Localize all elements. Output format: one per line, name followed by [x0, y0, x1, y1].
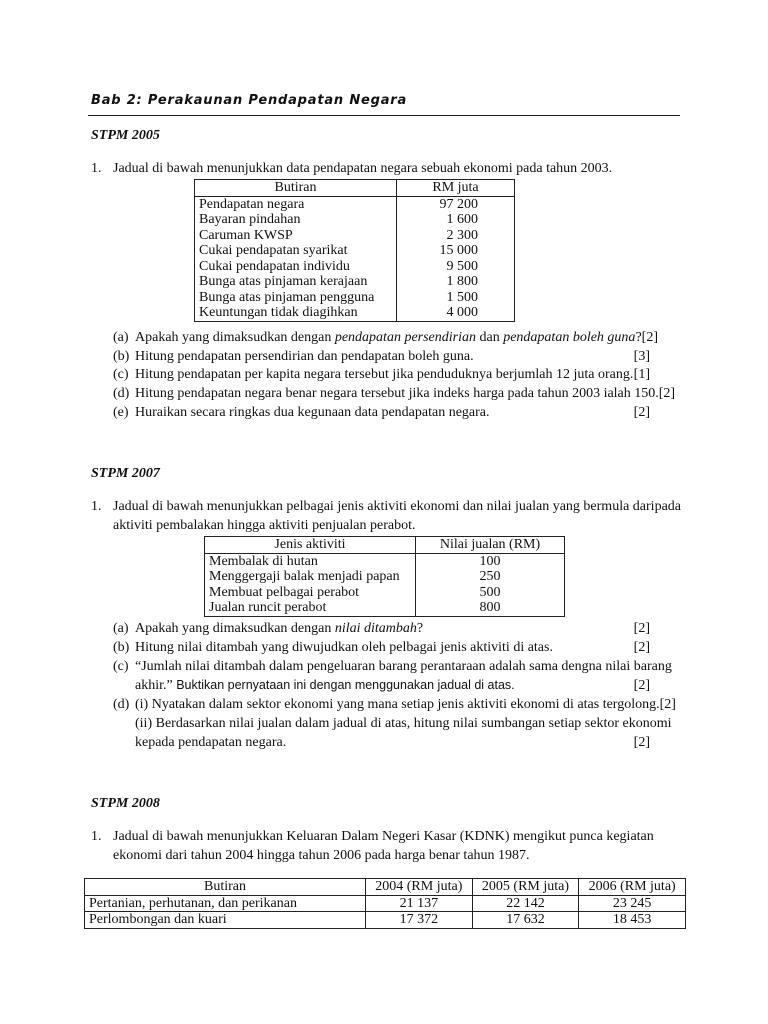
table-row	[195, 259, 515, 275]
table-row	[85, 895, 686, 912]
question-part-d-ii-cont: kepada pendapatan negara. [2]	[135, 735, 650, 750]
question-part-e: (e) Huraikan secara ringkas dua kegunaan data pendapatan negara. [2]	[113, 405, 650, 420]
row-value: 17 372	[366, 912, 473, 929]
question-part-b: (b) Hitung nilai ditambah yang diwujudkan oleh pelbagai jenis aktiviti di atas. [2]	[113, 640, 650, 655]
table-row	[205, 585, 565, 601]
question-intro-line-2: ekonomi dari tahun 2004 hingga tahun 2006 pada harga benar tahun 1987.	[113, 848, 530, 863]
row-value: 250	[416, 569, 565, 585]
row-label: Bunga atas pinjaman kerajaan	[195, 274, 397, 290]
question-part-d-ii: (ii) Berdasarkan nilai jualan dalam jadual di atas, hitung nilai sumbangan setiap sektor ekonomi	[135, 716, 672, 731]
section-heading-2008: STPM 2008	[91, 796, 160, 811]
gdp-table	[84, 878, 686, 929]
question-intro-line-1: Jadual di bawah menunjukkan Keluaran Dalam Negeri Kasar (KDNK) mengikut punca kegiatan	[113, 829, 654, 844]
table-header: Butiran	[195, 180, 397, 197]
row-value: 22 142	[472, 895, 579, 912]
question-intro-line-2: aktiviti pembalakan hingga aktiviti penjualan perabot.	[113, 518, 416, 533]
row-value: 1 800	[397, 274, 515, 290]
mark-allocation: [2]	[633, 678, 650, 693]
table-header: 2005 (RM juta)	[472, 879, 579, 896]
mark-allocation: [3]	[633, 349, 650, 364]
section-heading-2007: STPM 2007	[91, 466, 160, 481]
table-row	[195, 196, 515, 212]
question-intro-line-1: Jadual di bawah menunjukkan pelbagai jenis aktiviti ekonomi dan nilai jualan yang bermula daripada	[113, 499, 681, 514]
question-part-a: (a) Apakah yang dimaksudkan dengan pendapatan persendirian dan pendapatan boleh guna?[2]	[113, 330, 658, 345]
row-label: Jualan runcit perabot	[205, 600, 416, 616]
header-rule	[88, 115, 680, 116]
mark-allocation: [2]	[633, 735, 650, 750]
table-header: Nilai jualan (RM)	[416, 537, 565, 554]
chapter-title: Bab 2: Perakaunan Pendapatan Negara	[91, 93, 408, 108]
row-label: Cukai pendapatan syarikat	[195, 243, 397, 259]
question-part-c: (c) Hitung pendapatan per kapita negara tersebut jika penduduknya berjumlah 12 juta orang. [1]	[113, 367, 650, 382]
question-number: 1.	[91, 161, 102, 176]
question-number: 1.	[91, 499, 102, 514]
table-row	[195, 243, 515, 259]
row-value: 23 245	[579, 895, 686, 912]
row-value: 97 200	[397, 196, 515, 212]
table-row	[195, 212, 515, 228]
table-row	[195, 305, 515, 321]
row-value: 2 300	[397, 228, 515, 244]
row-label: Keuntungan tidak diagihkan	[195, 305, 397, 321]
table-header: Jenis aktiviti	[205, 537, 416, 554]
table-header: RM juta	[397, 180, 515, 197]
question-part-d: (d) Hitung pendapatan negara benar negara tersebut jika indeks harga pada tahun 2003 ialah 150.[2]	[113, 386, 676, 401]
question-part-c-cont: akhir.” Buktikan pernyataan ini dengan menggunakan jadual di atas. [2]	[135, 678, 650, 693]
mark-allocation: [2]	[633, 621, 650, 636]
table-row	[205, 553, 565, 569]
question-number: 1.	[91, 829, 102, 844]
row-value: 17 632	[472, 912, 579, 929]
section-heading-2005: STPM 2005	[91, 128, 160, 143]
question-part-d: (d) (i) Nyatakan dalam sektor ekonomi yang mana setiap jenis aktiviti ekonomi di atas tergolong.[2]	[113, 697, 676, 712]
row-label: Menggergaji balak menjadi papan	[205, 569, 416, 585]
table-row	[195, 228, 515, 244]
row-label: Perlombongan dan kuari	[85, 912, 366, 929]
question-intro: Jadual di bawah menunjukkan data pendapatan negara sebuah ekonomi pada tahun 2003.	[113, 161, 613, 176]
row-label: Bunga atas pinjaman pengguna	[195, 290, 397, 306]
table-row	[195, 290, 515, 306]
table-header: 2004 (RM juta)	[366, 879, 473, 896]
question-part-a: (a) Apakah yang dimaksudkan dengan nilai ditambah? [2]	[113, 621, 650, 636]
row-label: Pertanian, perhutanan, dan perikanan	[85, 895, 366, 912]
row-value: 100	[416, 553, 565, 569]
table-row	[195, 274, 515, 290]
mark-allocation: [2]	[633, 405, 650, 420]
row-value: 15 000	[397, 243, 515, 259]
row-label: Pendapatan negara	[195, 196, 397, 212]
row-label: Cukai pendapatan individu	[195, 259, 397, 275]
value-added-table	[204, 536, 565, 617]
table-header: 2006 (RM juta)	[579, 879, 686, 896]
row-label: Membuat pelbagai perabot	[205, 585, 416, 601]
table-row	[85, 912, 686, 929]
row-value: 21 137	[366, 895, 473, 912]
question-part-c: (c) “Jumlah nilai ditambah dalam pengeluaran barang perantaraan adalah sama dengna nilai barang	[113, 659, 672, 674]
income-data-table	[194, 179, 515, 322]
mark-allocation: [1]	[633, 367, 650, 382]
row-value: 1 500	[397, 290, 515, 306]
row-value: 1 600	[397, 212, 515, 228]
question-part-b: (b) Hitung pendapatan persendirian dan pendapatan boleh guna. [3]	[113, 349, 650, 364]
row-value: 500	[416, 585, 565, 601]
row-value: 18 453	[579, 912, 686, 929]
row-value: 800	[416, 600, 565, 616]
row-label: Bayaran pindahan	[195, 212, 397, 228]
table-header: Butiran	[85, 879, 366, 896]
row-value: 9 500	[397, 259, 515, 275]
row-label: Membalak di hutan	[205, 553, 416, 569]
table-row	[205, 569, 565, 585]
mark-allocation: [2]	[633, 640, 650, 655]
table-row	[205, 600, 565, 616]
row-value: 4 000	[397, 305, 515, 321]
row-label: Caruman KWSP	[195, 228, 397, 244]
